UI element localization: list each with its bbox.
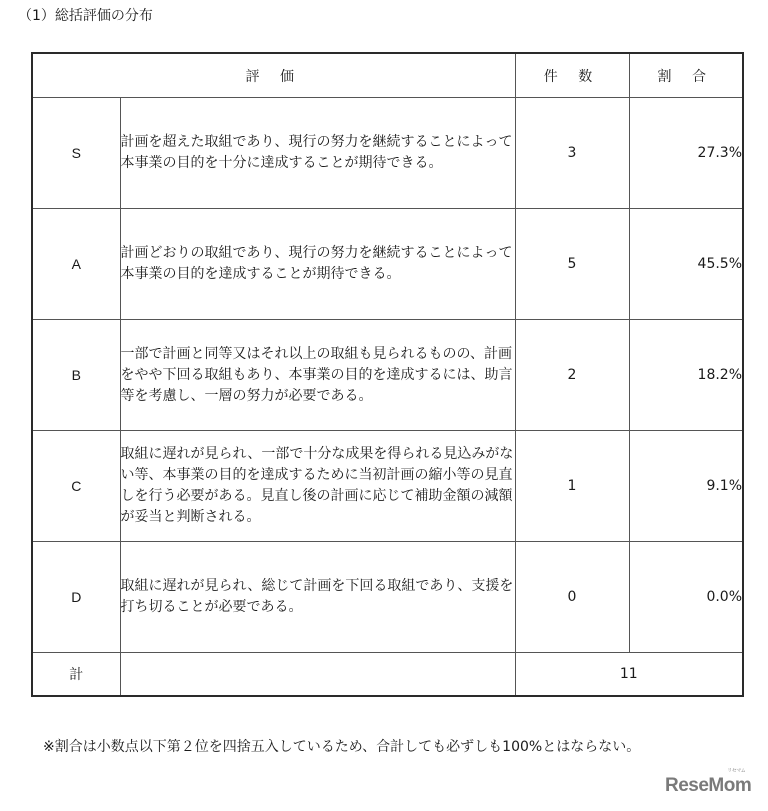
- evaluation-distribution-table: [31, 52, 744, 697]
- description-cell: 計画を超えた取組であり、現行の努力を継続することによって本事業の目的を十分に達成することが期待できる。: [120, 98, 515, 209]
- ratio-cell: 27.3%: [629, 98, 743, 209]
- section-title: （1）総括評価の分布: [18, 8, 153, 24]
- grade-cell: D: [32, 542, 120, 653]
- resemom-logo: [665, 768, 752, 797]
- description-cell: 取組に遅れが見られ、一部で十分な成果を得られる見込みがない等、本事業の目的を達成するために当初計画の縮小等の見直しを行う必要がある。見直し後の計画に応じて補助金額の減額が妥当と判断される。: [120, 431, 515, 542]
- description-cell: 計画どおりの取組であり、現行の努力を継続することによって本事業の目的を達成することが期待できる。: [120, 209, 515, 320]
- description-cell: 取組に遅れが見られ、総じて計画を下回る取組であり、支援を打ち切ることが必要である。: [120, 542, 515, 653]
- grade-cell: S: [32, 98, 120, 209]
- ratio-cell: 9.1%: [629, 431, 743, 542]
- count-cell: 1: [515, 431, 629, 542]
- ratio-cell: 18.2%: [629, 320, 743, 431]
- header-ratio: 割 合: [629, 53, 743, 98]
- grade-cell: A: [32, 209, 120, 320]
- count-cell: 2: [515, 320, 629, 431]
- table-row-a: [32, 209, 743, 320]
- total-empty-cell: [120, 653, 515, 697]
- table-row-c: [32, 431, 743, 542]
- grade-cell: B: [32, 320, 120, 431]
- description-cell: 一部で計画と同等又はそれ以上の取組も見られるものの、計画をやや下回る取組もあり、本事業の目的を達成するには、助言等を考慮し、一層の努力が必要である。: [120, 320, 515, 431]
- table-row-b: [32, 320, 743, 431]
- table-header-row: [32, 53, 743, 98]
- grade-cell: C: [32, 431, 120, 542]
- count-cell: 3: [515, 98, 629, 209]
- count-cell: 5: [515, 209, 629, 320]
- table-row-d: [32, 542, 743, 653]
- footnote: ※割合は小数点以下第２位を四捨五入しているため、合計しても必ずしも100%とはならない。: [43, 739, 641, 755]
- logo-ruby: リセマム: [727, 768, 746, 774]
- table-total-row: [32, 653, 743, 697]
- total-count: 11: [515, 653, 743, 697]
- header-count: 件 数: [515, 53, 629, 98]
- total-label: 計: [32, 653, 120, 697]
- header-evaluation: 評 価: [32, 53, 515, 98]
- ratio-cell: 0.0%: [629, 542, 743, 653]
- ratio-cell: 45.5%: [629, 209, 743, 320]
- table-row-s: [32, 98, 743, 209]
- logo-text: ReseMom: [665, 775, 752, 796]
- count-cell: 0: [515, 542, 629, 653]
